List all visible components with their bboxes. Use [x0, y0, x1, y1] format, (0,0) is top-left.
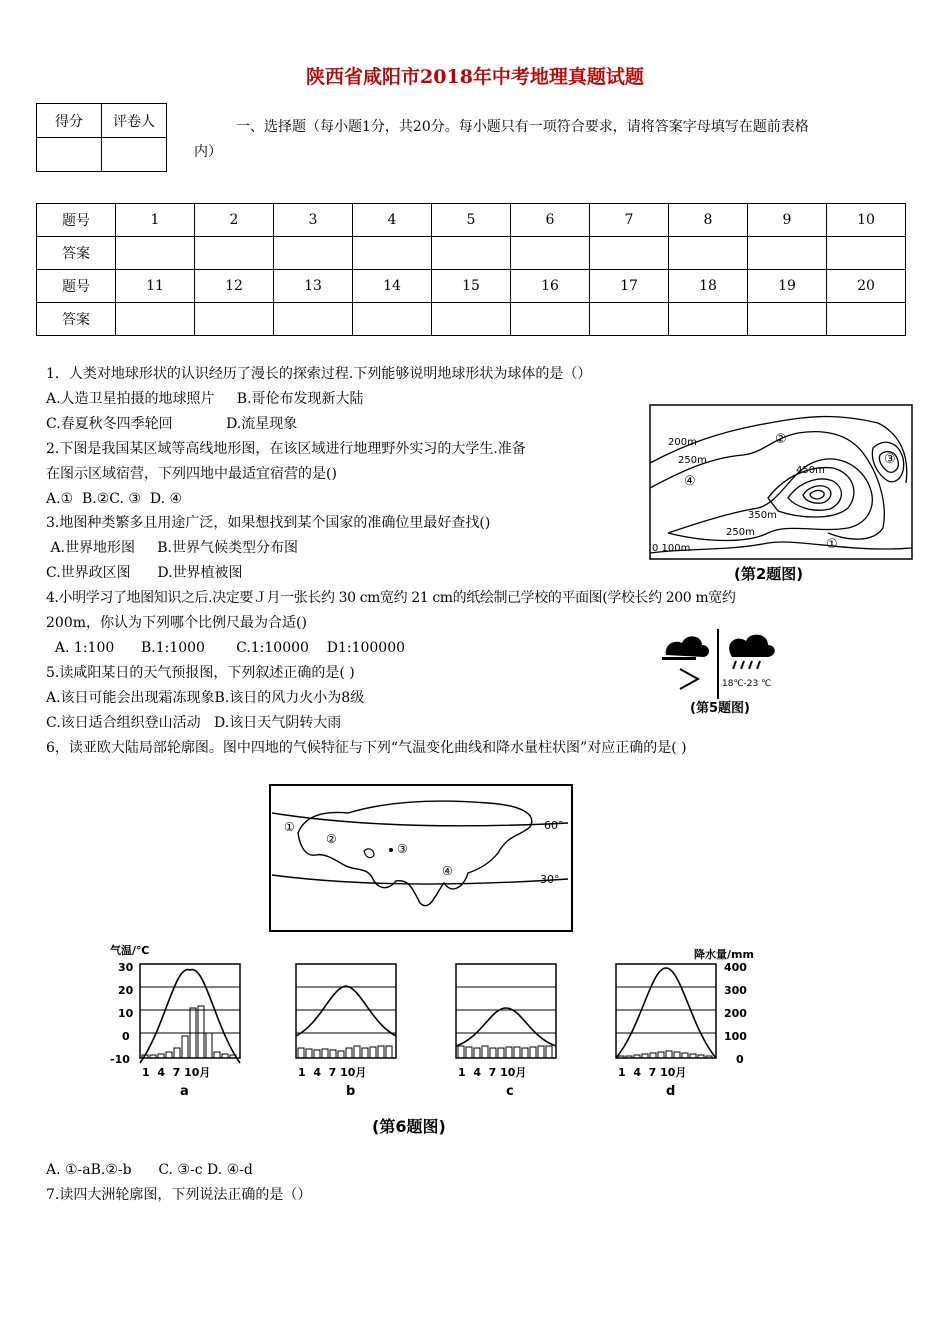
precip-tick: 300 [724, 984, 747, 997]
score-header: 得分 [37, 104, 102, 138]
question-3: 3.地图种类繁多且用途广泛，如果想找到某个国家的准确位里最好查找() [46, 515, 491, 531]
panel-label-c: c [506, 1084, 514, 1099]
climate-panel [140, 964, 240, 1063]
temp-curve [456, 1008, 556, 1046]
panel-label-b: b [346, 1084, 356, 1099]
precip-bar [506, 1047, 512, 1058]
answer-cell[interactable] [590, 237, 669, 270]
answer-cell[interactable] [669, 237, 748, 270]
question-5-options-ab: A.该日可能会出现霜冻现象B.该日的风力火小为8级 [46, 690, 365, 706]
precip-bar [634, 1055, 640, 1058]
point-4: ④ [684, 474, 696, 489]
point-3: ③ [884, 452, 896, 467]
precip-bar [306, 1049, 312, 1058]
question-5-options-cd: C.该日适合组织登山活动 D.该日天气阴转大雨 [46, 715, 342, 731]
precip-bar [370, 1047, 376, 1058]
precip-bar [658, 1052, 664, 1058]
precip-bar [698, 1055, 704, 1058]
answer-table-ans-label: 答案 [37, 303, 116, 336]
temp-tick: 0 [122, 1030, 130, 1043]
temp-tick: -10 [110, 1053, 130, 1066]
question-6: 6，读亚欧大陆局部轮廓图。图中四地的气候特征与下列“气温变化曲线和降水量柱状图”对应正确的是( ) [46, 740, 687, 756]
qnum-cell: 2 [195, 204, 274, 237]
precip-bar [166, 1052, 172, 1058]
precip-bar [618, 1056, 624, 1058]
qnum-cell: 3 [274, 204, 353, 237]
temp-tick: 10 [118, 1007, 134, 1020]
precip-bar [458, 1046, 464, 1058]
grader-header: 评卷人 [102, 104, 167, 138]
question-3-options-ab: A.世界地形图 B.世界气候类型分布图 [46, 540, 298, 556]
contour-labels [652, 437, 825, 554]
section-intro [194, 115, 916, 165]
precip-bar [482, 1046, 488, 1058]
qnum-cell: 7 [590, 204, 669, 237]
precip-bar [182, 1036, 188, 1058]
qnum-cell: 5 [432, 204, 511, 237]
question-1-options-cd: C.春夏秋冬四季轮回 D.流星现象 [46, 416, 298, 432]
score-cell[interactable] [37, 138, 102, 172]
climate-panel [616, 964, 716, 1058]
map-point-4: ④ [442, 864, 453, 878]
precip-bar [330, 1050, 336, 1058]
qnum-cell: 9 [748, 204, 827, 237]
contour-label: 450m [796, 465, 825, 476]
answer-cell[interactable] [274, 237, 353, 270]
precip-bar [538, 1046, 544, 1058]
precip-bar [378, 1046, 384, 1058]
answer-table-num-label: 题号 [37, 270, 116, 303]
weather-forecast-figure [658, 627, 778, 719]
temperature-range: 18℃-23 ℃ [722, 679, 772, 689]
map-point-1: ① [284, 820, 295, 834]
precip-bar [362, 1048, 368, 1058]
answer-cell[interactable] [748, 237, 827, 270]
precip-bar [514, 1047, 520, 1058]
question-3-options-cd: C.世界政区图 D.世界植被图 [46, 565, 243, 581]
precip-bar [298, 1048, 304, 1058]
answer-cell[interactable] [669, 303, 748, 336]
answer-cell[interactable] [827, 237, 906, 270]
answer-cell[interactable] [590, 303, 669, 336]
grader-cell[interactable] [102, 138, 167, 172]
latitude-60-label: 60° [544, 819, 564, 832]
qnum-cell: 19 [748, 270, 827, 303]
contour-map-figure [648, 403, 914, 585]
map-point-2: ② [326, 832, 337, 846]
temp-axis-title: 气温/℃ [110, 944, 150, 957]
section-intro-line2: 内） [194, 144, 222, 160]
answer-cell[interactable] [827, 303, 906, 336]
qnum-cell: 6 [511, 204, 590, 237]
question-4: 4.小明学习了地图知识之后.决定要Ｊ月一张长约 30 cm宽约 21 cm的纸绘制己学校的平面图(学校长约 200 m宽约 [46, 590, 736, 606]
qnum-cell: 18 [669, 270, 748, 303]
question-4-cont: 200m，你认为下列哪个比例尺最为合适() [46, 615, 307, 631]
figure-5-caption: (第5题图) [690, 701, 750, 716]
precip-bar [490, 1048, 496, 1058]
answer-cell[interactable] [195, 237, 274, 270]
answer-cell[interactable] [748, 303, 827, 336]
point-1: ① [826, 537, 838, 552]
panel-label-a: a [180, 1084, 189, 1099]
qnum-cell: 16 [511, 270, 590, 303]
answer-table-num-label: 题号 [37, 204, 116, 237]
panel-label-d: d [666, 1084, 676, 1099]
precip-bar [346, 1048, 352, 1058]
precip-tick: 0 [736, 1053, 744, 1066]
answer-cell[interactable] [511, 237, 590, 270]
precip-bar [174, 1048, 180, 1058]
figure-2-caption: (第2题图) [734, 565, 804, 583]
precip-bar [386, 1046, 392, 1058]
precip-bar [198, 1006, 204, 1058]
precip-bar [530, 1047, 536, 1058]
contour-label: 250m [726, 527, 755, 538]
qnum-cell: 17 [590, 270, 669, 303]
precip-bar [626, 1056, 632, 1058]
page-title: 陕西省咸阳市2018年中考地理真题试题 [306, 66, 644, 88]
climate-panel [456, 964, 556, 1058]
precip-bar [150, 1055, 156, 1058]
precip-bar [338, 1051, 344, 1058]
qnum-cell: 10 [827, 204, 906, 237]
answer-cell[interactable] [432, 237, 511, 270]
qnum-cell: 12 [195, 270, 274, 303]
climate-charts-figure [110, 940, 800, 1140]
month-axis: 1 4 7 10月 [298, 1066, 367, 1079]
month-axis: 1 4 7 10月 [142, 1066, 211, 1079]
precip-bar [314, 1050, 320, 1058]
wind-icon [680, 669, 698, 689]
month-axis: 1 4 7 10月 [618, 1066, 687, 1079]
question-6-options: A. ①-aB.②-b C. ③-c D. ④-d [46, 1162, 253, 1178]
cloudy-icon [662, 636, 709, 660]
latitude-30-label: 30° [540, 873, 560, 886]
answer-cell[interactable] [116, 303, 195, 336]
precip-bar [354, 1046, 360, 1058]
contour-label: 200m [668, 437, 697, 448]
precip-axis-title: 降水量/mm [694, 948, 754, 961]
point-2: ② [775, 432, 787, 447]
map-point-3: ③ [397, 842, 408, 856]
temp-curve [296, 986, 396, 1036]
precip-bar [674, 1052, 680, 1058]
precip-bar [322, 1049, 328, 1058]
qnum-cell: 8 [669, 204, 748, 237]
month-axis: 1 4 7 10月 [458, 1066, 527, 1079]
precip-bar [474, 1048, 480, 1058]
precip-tick: 400 [724, 961, 747, 974]
climate-panel [296, 964, 396, 1058]
question-7: 7.读四大洲轮廓图，下列说法正确的是（） [46, 1187, 312, 1203]
precip-bar [206, 1033, 212, 1058]
scale-bar-label: 0 100m [652, 543, 691, 554]
temp-tick: 20 [118, 984, 134, 997]
precip-bar [522, 1048, 528, 1058]
heavy-rain-icon [729, 635, 775, 669]
question-1: 1．人类对地球形状的认识经历了漫长的探索过程.下列能够说明地球形状为球体的是（） [46, 366, 592, 382]
question-5: 5.读咸阳某日的天气预报图，下列叙述正确的是( ) [46, 665, 355, 681]
precip-bar [498, 1048, 504, 1058]
temp-tick: 30 [118, 961, 134, 974]
precip-tick: 200 [724, 1007, 747, 1020]
qnum-cell: 20 [827, 270, 906, 303]
question-1-options-ab: A.人造卫星拍摄的地球照片 B.哥伦布发现新大陆 [46, 391, 364, 407]
answer-cell[interactable] [116, 237, 195, 270]
precip-bar [546, 1046, 552, 1058]
eurasia-map-figure [268, 783, 574, 933]
answer-table [36, 203, 906, 336]
figure-6-caption: (第6题图) [372, 1117, 446, 1136]
qnum-cell: 15 [432, 270, 511, 303]
answer-cell[interactable] [432, 303, 511, 336]
score-table [36, 103, 167, 172]
answer-table-ans-label: 答案 [37, 237, 116, 270]
answer-cell[interactable] [353, 237, 432, 270]
precip-bar [466, 1047, 472, 1058]
question-4-options: A. 1:100 B.1:1000 C.1:10000 D1:100000 [46, 640, 406, 656]
qnum-cell: 1 [116, 204, 195, 237]
question-2-cont: 在图示区域宿营，下列四地中最适宜宿营的是() [46, 466, 337, 482]
qnum-cell: 11 [116, 270, 195, 303]
answer-cell[interactable] [511, 303, 590, 336]
contour-label: 250m [678, 455, 707, 466]
contour-label: 350m [748, 510, 777, 521]
precip-bar [666, 1051, 672, 1058]
precip-bar [706, 1056, 712, 1058]
precip-bar [214, 1052, 220, 1058]
section-intro-line1: 一、选择题（每小题1分，共20分。每小题只有一项符合要求，请将答案字母填写在题前表格 [236, 119, 809, 135]
qnum-cell: 4 [353, 204, 432, 237]
qnum-cell: 14 [353, 270, 432, 303]
question-2: 2.下图是我国某区域等高线地形图，在该区域进行地理野外实习的大学生.准备 [46, 441, 526, 457]
answer-cell[interactable] [274, 303, 353, 336]
question-2-options: A.① B.②C. ③ D. ④ [46, 491, 183, 507]
precip-tick: 100 [724, 1030, 747, 1043]
answer-cell[interactable] [195, 303, 274, 336]
answer-cell[interactable] [353, 303, 432, 336]
qnum-cell: 13 [274, 270, 353, 303]
temp-curve [616, 968, 716, 1058]
